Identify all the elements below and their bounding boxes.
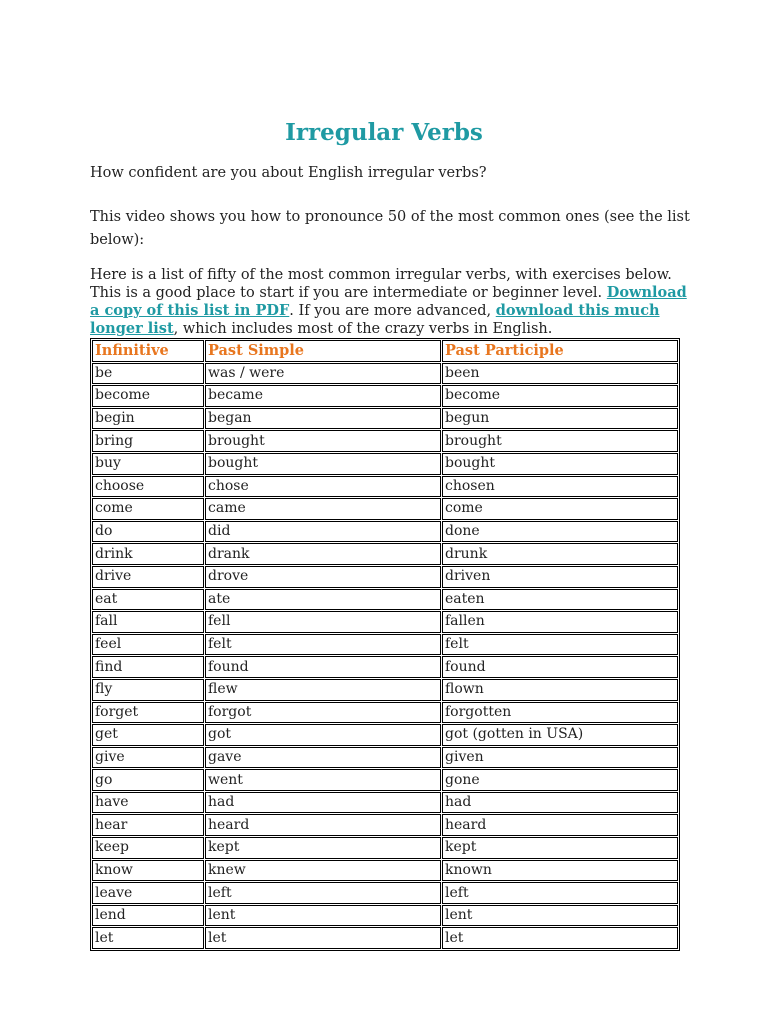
past-simple-cell: became (205, 385, 441, 407)
infinitive-cell: choose (92, 476, 204, 498)
past-simple-cell: went (205, 769, 441, 791)
list-text-part1: Here is a list of fifty of the most common irregular verbs, with exercises below. This is a good place to start if you are intermediate or beginner level. (90, 267, 672, 301)
table-row (92, 679, 678, 701)
past-simple-cell: fell (205, 611, 441, 633)
past-simple-cell: knew (205, 860, 441, 882)
past-participle-cell: eaten (442, 589, 678, 611)
past-participle-cell: lent (442, 905, 678, 927)
past-participle-cell: done (442, 521, 678, 543)
table-row (92, 769, 678, 791)
past-simple-cell: began (205, 408, 441, 430)
intro-paragraph: How confident are you about English irregular verbs? (90, 165, 487, 181)
irregular-verbs-table (90, 338, 680, 951)
past-participle-cell: been (442, 363, 678, 385)
past-simple-cell: lent (205, 905, 441, 927)
past-simple-cell: bought (205, 453, 441, 475)
table-row (92, 543, 678, 565)
past-simple-cell: felt (205, 634, 441, 656)
past-participle-cell: bought (442, 453, 678, 475)
past-simple-cell: drove (205, 566, 441, 588)
table-row (92, 498, 678, 520)
infinitive-cell: go (92, 769, 204, 791)
table-row (92, 792, 678, 814)
past-participle-cell: let (442, 927, 678, 949)
infinitive-cell: become (92, 385, 204, 407)
infinitive-cell: feel (92, 634, 204, 656)
table-row (92, 363, 678, 385)
table-row (92, 702, 678, 724)
infinitive-cell: forget (92, 702, 204, 724)
past-participle-cell: begun (442, 408, 678, 430)
past-simple-cell: had (205, 792, 441, 814)
infinitive-cell: eat (92, 589, 204, 611)
infinitive-cell: begin (92, 408, 204, 430)
past-participle-cell: flown (442, 679, 678, 701)
infinitive-cell: know (92, 860, 204, 882)
download-longer-list-link[interactable]: download this much longer list (90, 302, 660, 337)
past-simple-cell: gave (205, 747, 441, 769)
infinitive-cell: fly (92, 679, 204, 701)
table-row (92, 611, 678, 633)
past-simple-cell: forgot (205, 702, 441, 724)
past-participle-cell: got (gotten in USA) (442, 724, 678, 746)
past-participle-cell: felt (442, 634, 678, 656)
table-row (92, 589, 678, 611)
past-participle-cell: left (442, 882, 678, 904)
past-simple-cell: ate (205, 589, 441, 611)
past-participle-cell: fallen (442, 611, 678, 633)
table-row (92, 430, 678, 452)
past-participle-cell: gone (442, 769, 678, 791)
download-pdf-link[interactable]: Download a copy of this list in PDF (90, 284, 687, 319)
video-paragraph: This video shows you how to pronounce 50 of the most common ones (see the list below): (90, 209, 690, 248)
past-participle-cell: known (442, 860, 678, 882)
past-participle-cell: had (442, 792, 678, 814)
past-participle-cell: driven (442, 566, 678, 588)
table-row (92, 634, 678, 656)
list-text-part3: , which includes most of the crazy verbs in English. (173, 321, 553, 337)
header-past-simple: Past Simple (205, 340, 441, 362)
table-row (92, 860, 678, 882)
infinitive-cell: bring (92, 430, 204, 452)
infinitive-cell: get (92, 724, 204, 746)
past-simple-cell: drank (205, 543, 441, 565)
page-title: Irregular Verbs (285, 119, 483, 146)
infinitive-cell: let (92, 927, 204, 949)
past-participle-cell: heard (442, 814, 678, 836)
table-row (92, 724, 678, 746)
past-participle-cell: chosen (442, 476, 678, 498)
table-row (92, 882, 678, 904)
past-participle-cell: drunk (442, 543, 678, 565)
past-participle-cell: come (442, 498, 678, 520)
table-row (92, 453, 678, 475)
past-simple-cell: let (205, 927, 441, 949)
infinitive-cell: find (92, 656, 204, 678)
infinitive-cell: do (92, 521, 204, 543)
header-past-participle: Past Participle (442, 340, 678, 362)
past-participle-cell: kept (442, 837, 678, 859)
infinitive-cell: have (92, 792, 204, 814)
past-participle-cell: given (442, 747, 678, 769)
past-simple-cell: found (205, 656, 441, 678)
list-paragraph (90, 266, 690, 338)
infinitive-cell: drink (92, 543, 204, 565)
past-simple-cell: heard (205, 814, 441, 836)
past-simple-cell: left (205, 882, 441, 904)
past-participle-cell: brought (442, 430, 678, 452)
past-simple-cell: brought (205, 430, 441, 452)
table-row (92, 521, 678, 543)
past-simple-cell: got (205, 724, 441, 746)
table-row (92, 566, 678, 588)
infinitive-cell: leave (92, 882, 204, 904)
table-row (92, 476, 678, 498)
table-row (92, 747, 678, 769)
table-header-row (92, 340, 678, 362)
past-simple-cell: kept (205, 837, 441, 859)
header-infinitive: Infinitive (92, 340, 204, 362)
past-participle-cell: found (442, 656, 678, 678)
infinitive-cell: give (92, 747, 204, 769)
infinitive-cell: keep (92, 837, 204, 859)
table-row (92, 927, 678, 949)
table-row (92, 814, 678, 836)
table-row (92, 656, 678, 678)
infinitive-cell: lend (92, 905, 204, 927)
past-participle-cell: forgotten (442, 702, 678, 724)
past-simple-cell: was / were (205, 363, 441, 385)
table-row (92, 837, 678, 859)
past-participle-cell: become (442, 385, 678, 407)
infinitive-cell: fall (92, 611, 204, 633)
table-row (92, 385, 678, 407)
past-simple-cell: chose (205, 476, 441, 498)
table-row (92, 408, 678, 430)
infinitive-cell: hear (92, 814, 204, 836)
infinitive-cell: buy (92, 453, 204, 475)
infinitive-cell: drive (92, 566, 204, 588)
past-simple-cell: flew (205, 679, 441, 701)
table-row (92, 905, 678, 927)
past-simple-cell: came (205, 498, 441, 520)
list-text-part2: . If you are more advanced, (289, 303, 496, 319)
infinitive-cell: come (92, 498, 204, 520)
past-simple-cell: did (205, 521, 441, 543)
infinitive-cell: be (92, 363, 204, 385)
table-body (92, 363, 678, 949)
